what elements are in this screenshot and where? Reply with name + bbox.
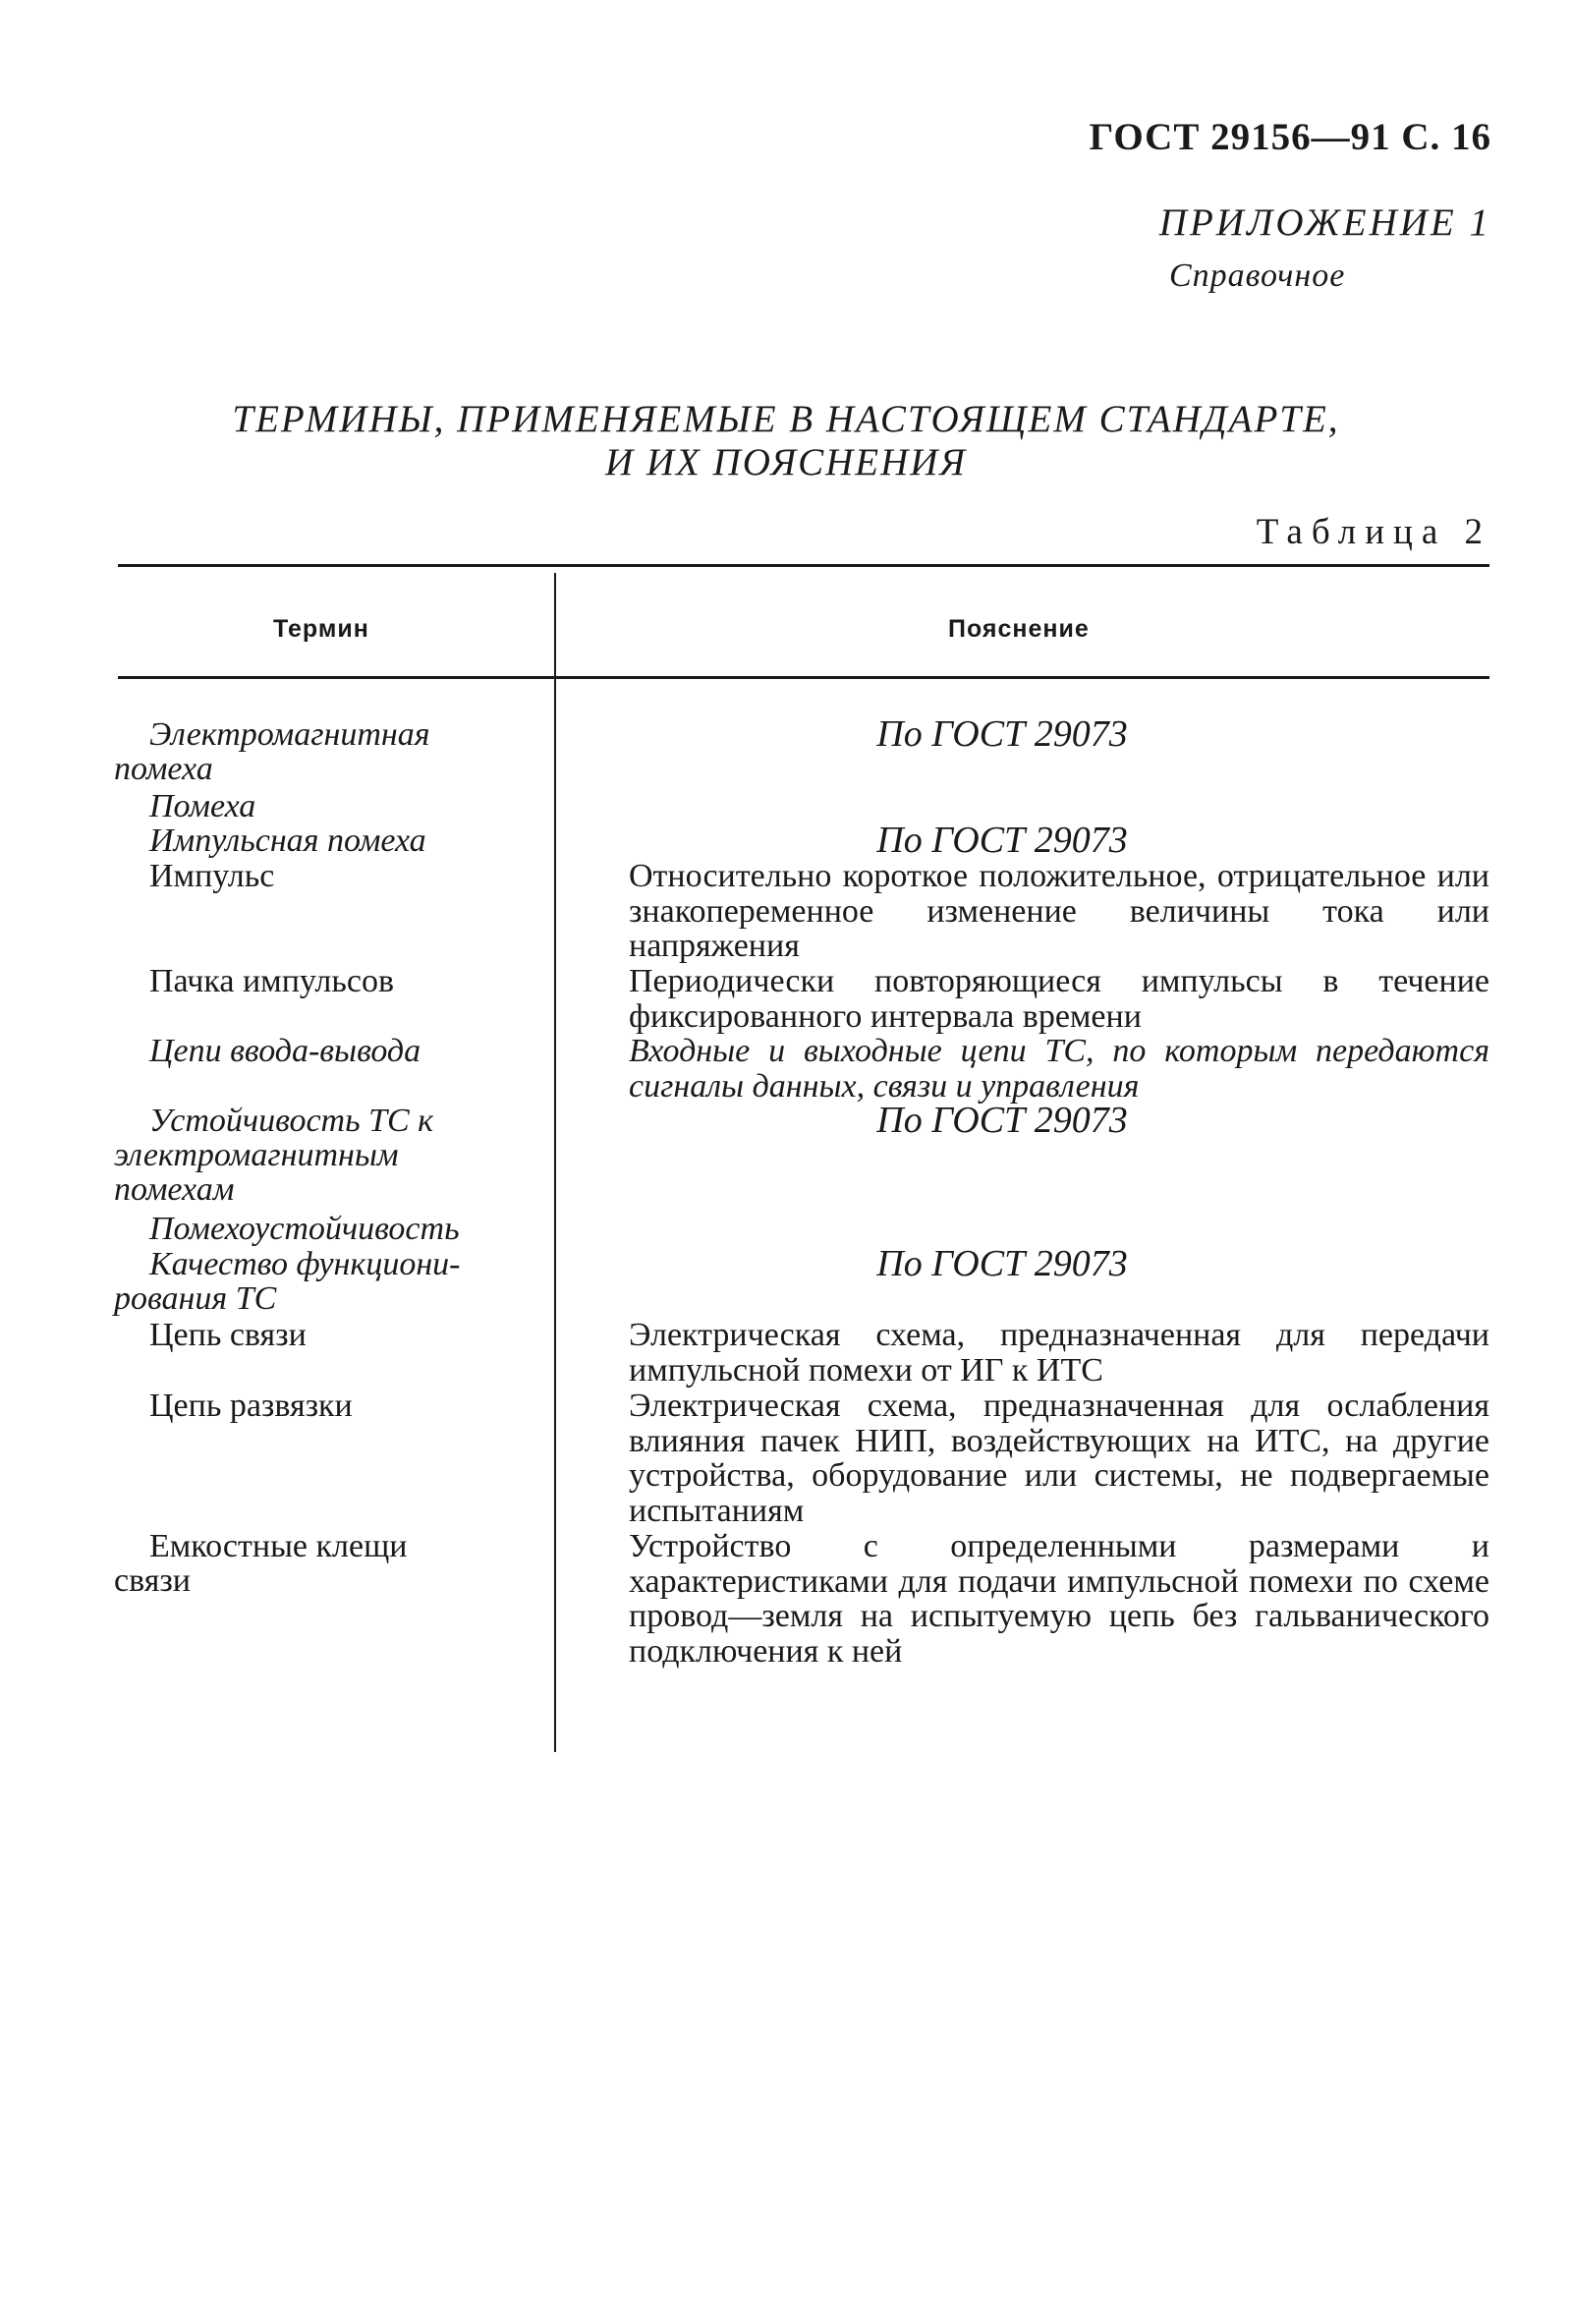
document-title-line-2: И ИХ ПОЯСНЕНИЯ <box>604 441 968 483</box>
term-io-circuits <box>114 1034 536 1068</box>
explanation-decoupling-circuit: Электрическая схема, предназначенная для ослабления влияния пачек НИП, воздействующих на ИТС, на другие устройства, оборудование или системы, не подвергаемые испытаниям <box>629 1388 1489 1529</box>
explanation-coupling-circuit: Электрическая схема, предназначенная для передачи импульсной помехи от ИГ к ИТС <box>629 1317 1489 1389</box>
term-line: Устойчивость ТС к <box>149 1103 434 1139</box>
document-title-line-1: ТЕРМИНЫ, ПРИМЕНЯЕМЫЕ В НАСТОЯЩЕМ СТАНДАРТЕ, <box>232 398 1340 440</box>
appendix-kind: Справочное <box>1169 257 1346 294</box>
table-label: Таблица 2 <box>1256 512 1491 552</box>
term-electromagnetic-interference <box>114 717 536 786</box>
table-header-rule <box>118 676 1489 679</box>
explanation-reference: По ГОСТ 29073 <box>876 713 1128 755</box>
term-line: Электромагнитная <box>149 716 430 753</box>
term-line: Емкостные клещи <box>149 1528 408 1564</box>
explanation-reference: По ГОСТ 29073 <box>876 820 1128 861</box>
table-top-rule <box>118 564 1489 567</box>
term-line: Цепь развязки <box>149 1388 353 1424</box>
explanation-burst: Периодически повторяющиеся импульсы в течение фиксированного интервала времени <box>629 963 1489 1035</box>
term-capacitive-coupling-clamp <box>114 1529 536 1598</box>
explanation-capacitive-coupling-clamp: Устройство с определенными размерами и характеристиками для подачи импульсной помехи по схеме провод—земля на испытуемую цепь без гальванического подключения к ней <box>629 1528 1489 1670</box>
term-line: Помеха <box>149 788 256 824</box>
term-line: связи <box>114 1562 191 1599</box>
term-line: Цепь связи <box>149 1317 307 1353</box>
term-line: рования ТС <box>114 1280 277 1317</box>
term-immunity <box>114 1104 536 1207</box>
explanation-io-circuits: Входные и выходные цепи ТС, по которым передаются сигналы данных, связи и управления <box>629 1033 1489 1105</box>
explanation-reference: По ГОСТ 29073 <box>876 1100 1128 1141</box>
term-line: Помехоустойчивость <box>149 1211 460 1247</box>
term-performance-quality <box>114 1247 536 1316</box>
explanation-reference: По ГОСТ 29073 <box>876 1243 1128 1284</box>
term-line: Пачка импульсов <box>149 963 395 999</box>
term-burst <box>114 964 536 998</box>
term-line: электромагнитным помехам <box>114 1137 399 1208</box>
term-line: Цепи ввода-вывода <box>149 1033 421 1069</box>
term-impulse-interference <box>114 823 536 858</box>
column-header-term: Термин <box>273 615 369 643</box>
appendix-label: ПРИЛОЖЕНИЕ 1 <box>1158 201 1491 244</box>
column-header-explanation: Пояснение <box>948 615 1090 643</box>
term-line: Качество функциони- <box>149 1246 461 1282</box>
explanation-impulse: Относительно короткое положительное, отрицательное или знакопеременное изменение величины тока или напряжения <box>629 858 1489 964</box>
term-interference <box>114 789 536 823</box>
term-line: Импульсная помеха <box>149 822 426 859</box>
term-impulse <box>114 859 536 893</box>
term-noise-immunity <box>114 1212 536 1246</box>
term-line: Импульс <box>149 858 275 894</box>
term-line: помеха <box>114 751 213 787</box>
standard-page-reference: ГОСТ 29156—91 С. 16 <box>1089 116 1491 158</box>
term-coupling-circuit <box>114 1318 536 1352</box>
term-decoupling-circuit <box>114 1389 536 1423</box>
